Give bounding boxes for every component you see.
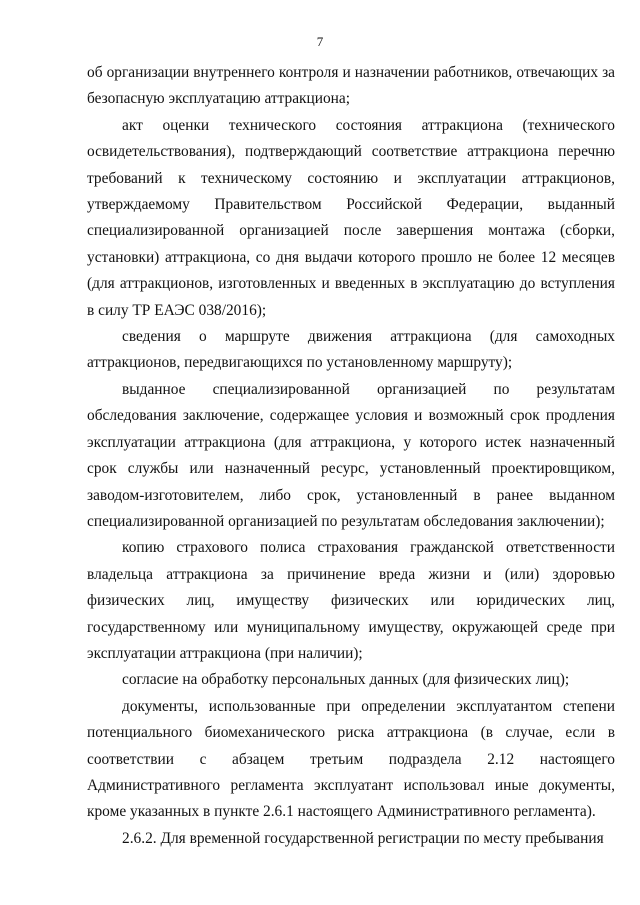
- paragraph-risk-documents: документы, использованные при определении эксплуатантом степени потенциального биомеханического риска аттракциона (в случае, если в соответствии с абзацем третьим подраздела 2.12 настоящего Административного регламента эксплуатант использовал иные документы, кроме указанных в пункте 2.6.1 настоящего Административного регламента).: [87, 697, 615, 821]
- paragraph-personal-data-consent: согласие на обработку персональных данных (для физических лиц);: [122, 671, 570, 689]
- paragraph-insurance-policy: копию страхового полиса страхования гражданской ответственности владельца аттракциона за причинение вреда жизни и (или) здоровью физических лиц, имуществу физических или юридических лиц, государственному или муниципальному имуществу, окружающей среде при эксплуатации аттракциона (при наличии);: [87, 539, 615, 662]
- paragraph-section-2-6-2: 2.6.2. Для временной государственной регистрации по месту пребывания: [122, 829, 604, 847]
- paragraph-route-info: сведения о маршруте движения аттракциона (для самоходных аттракционов, передвигающихся по установленному маршруту);: [87, 328, 615, 372]
- paragraph-continuation: об организации внутреннего контроля и назначении работников, отвечающих за безопасную эксплуатацию аттракциона;: [87, 64, 615, 108]
- paragraph-technical-inspection-act: акт оценки технического состояния аттракциона (технического освидетельствования), подтверждающий соответствие аттракциона перечню требований к техническому состоянию и эксплуатации аттракционов, утверждаемому Правительством Российской Федерации, выданный специализированной организацией после завершения монтажа (сборки, установки) аттракциона, со дня выдачи которого прошло не более 12 месяцев (для аттракционов, изготовленных и введенных в эксплуатацию до вступления в силу ТР ЕАЭС 038/2016);: [87, 116, 615, 319]
- paragraph-extension-conclusion: выданное специализированной организацией по результатам обследования заключение, содержащее условия и возможный срок продления эксплуатации аттракциона (для аттракциона, у которого истек назначенный срок службы или назначенный ресурс, установленный проектировщиком, заводом-изготовителем, либо срок, установленный в ранее выданном специализированной организацией по результатам обследования заключении);: [87, 380, 615, 530]
- document-body: [87, 60, 615, 852]
- page-number: 7: [316, 34, 324, 49]
